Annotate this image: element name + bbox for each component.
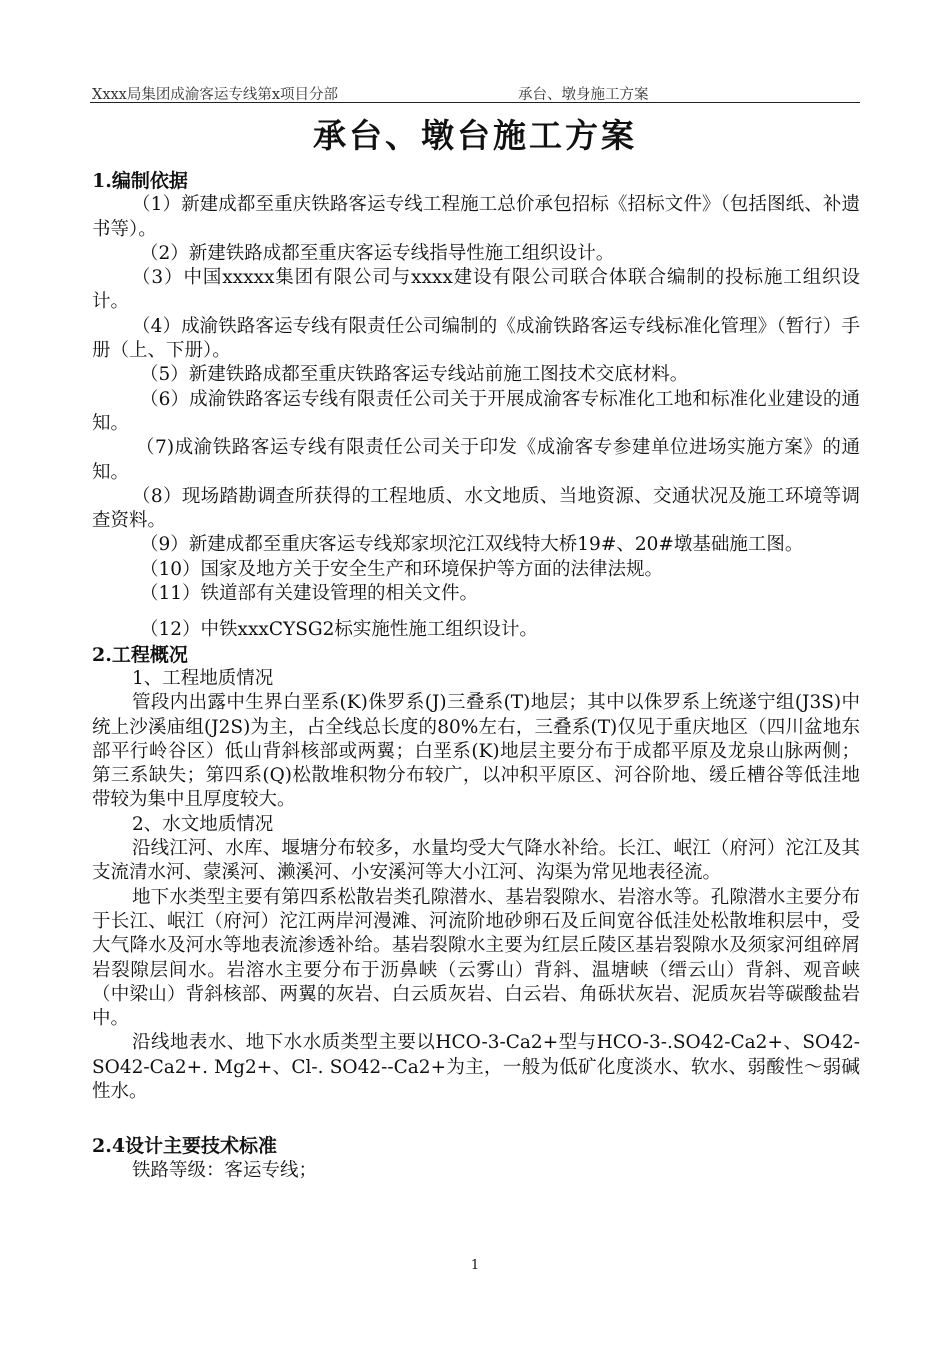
basis-item: （4）成渝铁路客运专线有限责任公司编制的《成渝铁路客运专线标准化管理》（暂行）手册（上、下册）。 bbox=[92, 315, 860, 362]
hydrology-paragraph: 地下水类型主要有第四系松散岩类孔隙潜水、基岩裂隙水、岩溶水等。孔隙潜水主要分布于长江、岷江（府河）沱江两岸河漫滩、河流阶地砂卵石及丘间宽谷低洼处松散堆积层中，受大气降水及河水等地表流渗透补给。基岩裂隙水主要为红层丘陵区基岩裂隙水及须家河组碎屑岩裂隙层间水。岩溶水主要分布于沥鼻峡（云雾山）背斜、温塘峡（缙云山）背斜、观音峡（中梁山）背斜核部、两翼的灰岩、白云质灰岩、白云岩、角砾状灰岩、泥质灰岩等碳酸盐岩中。 bbox=[92, 886, 860, 1030]
section-heading-overview: 2.工程概况 bbox=[92, 643, 188, 666]
section-heading-standards: 2.4设计主要技术标准 bbox=[92, 1135, 278, 1158]
header-document-name: 承台、墩身施工方案 bbox=[518, 87, 649, 103]
document-body bbox=[92, 169, 860, 1183]
hydrology-paragraph: 沿线地表水、地下水水质类型主要以HCO-3-Ca2+型与HCO-3-.SO42-Ca2+、SO42- SO42-Ca2+. Mg2+、Cl-. SO42--Ca2+为主，一般为低矿化度淡水、软水、弱酸性～弱碱性水。 bbox=[92, 1032, 860, 1102]
hydrology-paragraph: 沿线江河、水库、堰塘分布较多，水量均受大气降水补给。长江、岷江（府河）沱江及其支流清水河、蒙溪河、濑溪河、小安溪河等大小江河、沟渠为常见地表径流。 bbox=[92, 838, 860, 884]
basis-item: （7)成渝铁路客运专线有限责任公司关于印发《成渝客专参建单位进场实施方案》的通知。 bbox=[92, 437, 860, 483]
basis-item: （9）新建成都至重庆客运专线郑家坝沱江双线特大桥19#、20#墩基础施工图。 bbox=[140, 534, 804, 556]
geology-paragraph: 管段内出露中生界白垩系(K)侏罗系(J)三叠系(T)地层；其中以侏罗系上统遂宁组(J3S)中统上沙溪庙组(J2S)为主，占全线总长度的80%左右，三叠系(T)仅见于重庆地区（四川盆地东部平行岭谷区）低山背斜核部或两翼；白垩系(K)地层主要分布于成都平原及龙泉山脉两侧；第三系缺失；第四系(Q)松散堆积物分布较广，以冲积平原区、河谷阶地、缓丘槽谷等低洼地带较为集中且厚度较大。 bbox=[92, 692, 860, 811]
basis-item: （2）新建铁路成都至重庆客运专线指导性施工组织设计。 bbox=[140, 242, 615, 264]
header-project-name: Xxxx局集团成渝客运专线第x项目分部 bbox=[92, 87, 339, 103]
basis-item: （8）现场踏勘调查所获得的工程地质、水文地质、当地资源、交通状况及施工环境等调查资料。 bbox=[92, 485, 860, 532]
page-title: 承台、墩台施工方案 bbox=[313, 116, 637, 155]
basis-item: （12）中铁xxxCYSG2标实施性施工组织设计。 bbox=[140, 619, 538, 641]
basis-item: （5）新建铁路成都至重庆铁路客运专线站前施工图技术交底材料。 bbox=[140, 364, 689, 386]
basis-item: （11）铁道部有关建设管理的相关文件。 bbox=[140, 583, 479, 605]
standard-line: 铁路等级：客运专线； bbox=[132, 1159, 318, 1181]
basis-item: （3）中国xxxxx集团有限公司与xxxx建设有限公司联合体联合编制的投标施工组织设计。 bbox=[92, 267, 860, 313]
section-heading-basis: 1.编制依据 bbox=[92, 170, 188, 192]
basis-item: （1）新建成都至重庆铁路客运专线工程施工总价承包招标《招标文件》（包括图纸、补遗书等）。 bbox=[92, 194, 860, 240]
subsection-title-geology: 1、工程地质情况 bbox=[132, 667, 274, 689]
page-header bbox=[90, 82, 860, 103]
basis-item: （10）国家及地方关于安全生产和环境保护等方面的法律法规。 bbox=[140, 558, 664, 580]
basis-item: （6）成渝铁路客运专线有限责任公司关于开展成渝客专标准化工地和标准化业建设的通知。 bbox=[92, 388, 860, 434]
page-number: 1 bbox=[470, 1258, 480, 1273]
subsection-title-hydrology: 2、水文地质情况 bbox=[132, 813, 274, 835]
